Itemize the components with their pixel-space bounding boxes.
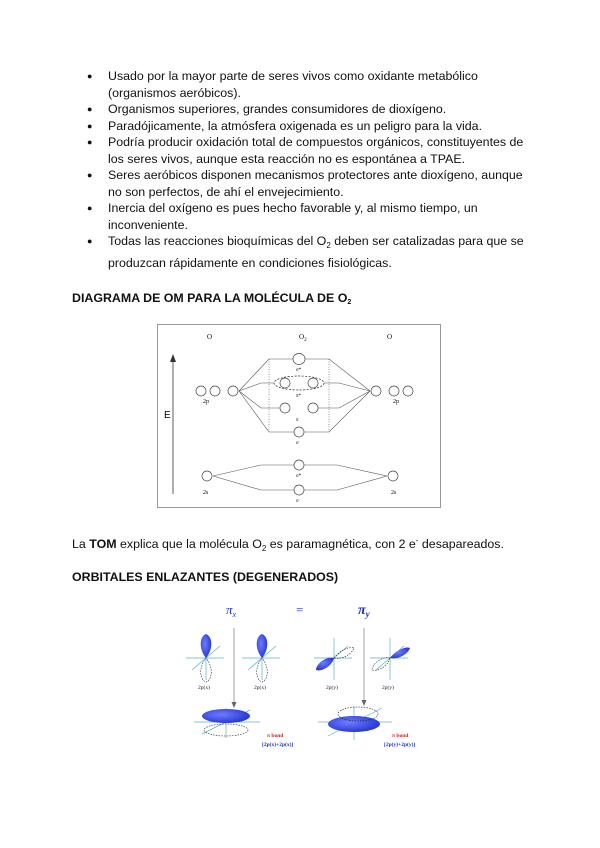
svg-text:π: π [296, 418, 299, 423]
para-bold: TOM [89, 537, 117, 551]
bullet-text: Paradójicamente, la atmósfera oxigenada es un peligro para la vida. [108, 118, 483, 133]
svg-text:2p(y): 2p(y) [382, 685, 394, 691]
mo-diagram [157, 324, 441, 508]
heading-text: DIAGRAMA DE OM PARA LA MOLÉCULA DE O [72, 291, 348, 305]
pi-bond-x-formula: [2p(x)+2p(x)] [262, 742, 294, 748]
bullet-item [72, 118, 532, 135]
center-molecule-label: $O_2$ [299, 333, 307, 343]
subscript: 2 [326, 241, 331, 250]
svg-text:2p(x): 2p(x) [254, 685, 266, 691]
bullet-item [72, 68, 532, 101]
energy-label: E [164, 410, 171, 421]
left-atom-label: O [207, 333, 213, 341]
pi-bond-x-label: π bond [267, 733, 284, 739]
right-atom-label: O [387, 333, 393, 341]
left-2p-orbitals [196, 386, 238, 396]
bullet-text: Seres aeróbicos disponen mecanismos protectores ante dioxígeno, aunque no son perfectos, de ahí el envejecimiento. [108, 168, 523, 199]
arrow-down-icon [232, 702, 237, 708]
bullet-item [72, 134, 532, 167]
tom-paragraph [72, 536, 504, 553]
svg-text:σ: σ [296, 441, 299, 446]
label-2s-right: 2s [391, 490, 397, 496]
subscript: 2 [261, 544, 267, 553]
p-orbital-2py-left [316, 647, 354, 670]
bullet-text: Usado por la mayor parte de seres vivos como oxidante metabólico (organismos aeróbicos). [108, 69, 478, 100]
subscript: 2 [347, 299, 352, 306]
label-2s-left: 2s [203, 490, 209, 496]
label-2p-right: 2p [393, 399, 399, 405]
bullet-item [72, 233, 532, 271]
heading-mo-diagram [72, 291, 351, 306]
para-text: es paramagnética, con 2 e [266, 537, 416, 551]
svg-text:σ*: σ* [296, 368, 302, 373]
combination-arrows [234, 628, 364, 704]
label-2p-left: 2p [203, 399, 209, 405]
bullet-text: Podría producir oxidación total de compuestos orgánicos, constituyentes de los seres vivos, aunque esta reacción no es espontánea a TPAE. [108, 135, 524, 166]
pi-bond-y-label: π bond [392, 733, 409, 739]
pi-x-label: $\pi_x$ [226, 602, 237, 619]
bullet-text: Todas las reacciones bioquímicas del O [108, 234, 327, 248]
pi-bond-y-formula: [2p(y)+2p(y)] [384, 742, 416, 748]
bullet-text: Organismos superiores, grandes consumidores de dioxígeno. [108, 102, 447, 116]
para-text: desapareados. [418, 537, 504, 551]
heading-bonding-orbitals [72, 570, 338, 584]
arrow-down-icon [362, 700, 367, 706]
p-orbital-labels [198, 684, 394, 691]
bullet-item [72, 200, 532, 233]
bullet-text: Inercia del oxígeno es pues hecho favorable y, al mismo tiempo, un inconveniente. [108, 201, 478, 232]
right-2p-orbitals [371, 386, 413, 396]
svg-text:σ*: σ* [296, 474, 302, 479]
superscript: - [415, 536, 419, 545]
bullet-list [72, 68, 532, 271]
svg-text:2p(y): 2p(y) [326, 685, 338, 691]
p-orbital-2py-right [372, 647, 410, 670]
para-text: explica que la molécula O [116, 537, 262, 551]
equals-sign: = [296, 602, 304, 617]
bonding-orbitals-figure [178, 598, 422, 760]
pi-y-label: $\pi_y$ [358, 603, 370, 619]
bullet-text: deben ser catalizadas para que se produzcan rápidamente en condiciones fisiológicas. [108, 234, 524, 270]
svg-text:π*: π* [296, 394, 302, 399]
svg-text:2p(x): 2p(x) [198, 685, 210, 691]
bullet-item [72, 167, 532, 200]
heading-text: ORBITALES ENLAZANTES (DEGENERADOS) [72, 570, 339, 584]
para-text: La [72, 537, 90, 551]
bullet-item [72, 101, 532, 118]
svg-text:σ: σ [296, 499, 299, 504]
